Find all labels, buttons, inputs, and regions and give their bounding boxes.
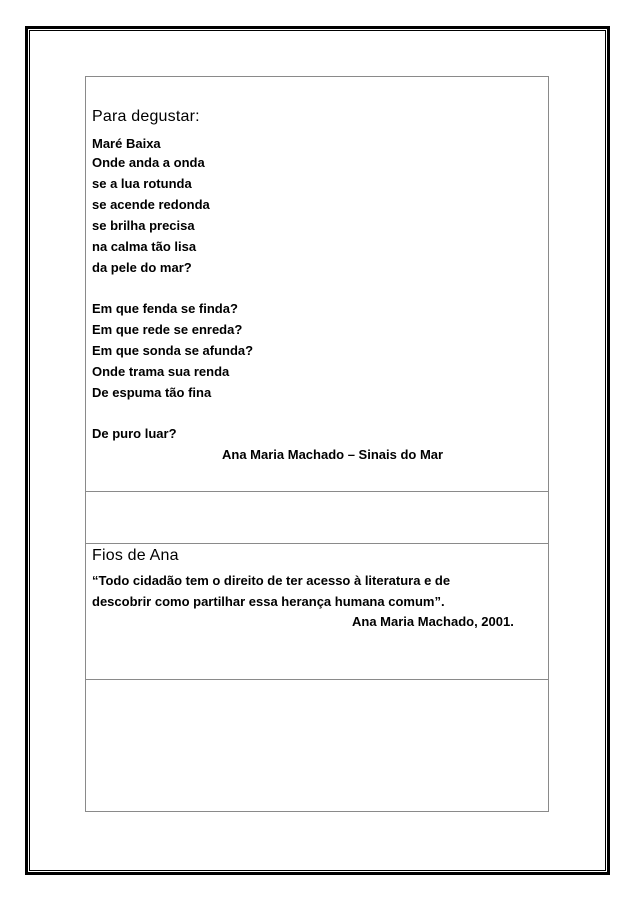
poem-closing-line: De puro luar? xyxy=(92,426,177,441)
section-heading-fios-de-ana: Fios de Ana xyxy=(92,547,179,564)
poem-line: Onde trama sua renda xyxy=(92,364,230,379)
section-heading-para-degustar: Para degustar: xyxy=(92,108,200,125)
quote-line: descobrir como partilhar essa herança humana comum”. xyxy=(92,594,445,609)
poem-line: De espuma tão fina xyxy=(92,385,212,400)
poem-line: Em que rede se enreda? xyxy=(92,322,243,337)
poem-line: Em que fenda se finda? xyxy=(92,301,238,316)
empty-box-bottom xyxy=(85,679,549,812)
quote-attribution: Ana Maria Machado, 2001. xyxy=(352,614,514,629)
poem-line: se a lua rotunda xyxy=(92,176,192,191)
poem-line: da pele do mar? xyxy=(92,260,192,275)
quote-line: “Todo cidadão tem o direito de ter acesso à literatura e de xyxy=(92,573,451,588)
poem-line: na calma tão lisa xyxy=(92,239,197,254)
poem-line: se acende redonda xyxy=(92,197,210,212)
poem-attribution: Ana Maria Machado – Sinais do Mar xyxy=(222,447,444,462)
poem-title: Maré Baixa xyxy=(92,136,161,151)
empty-box xyxy=(85,491,549,544)
poem-line: Onde anda a onda xyxy=(92,155,205,170)
poem-line: se brilha precisa xyxy=(92,218,195,233)
poem-line: Em que sonda se afunda? xyxy=(92,343,254,358)
